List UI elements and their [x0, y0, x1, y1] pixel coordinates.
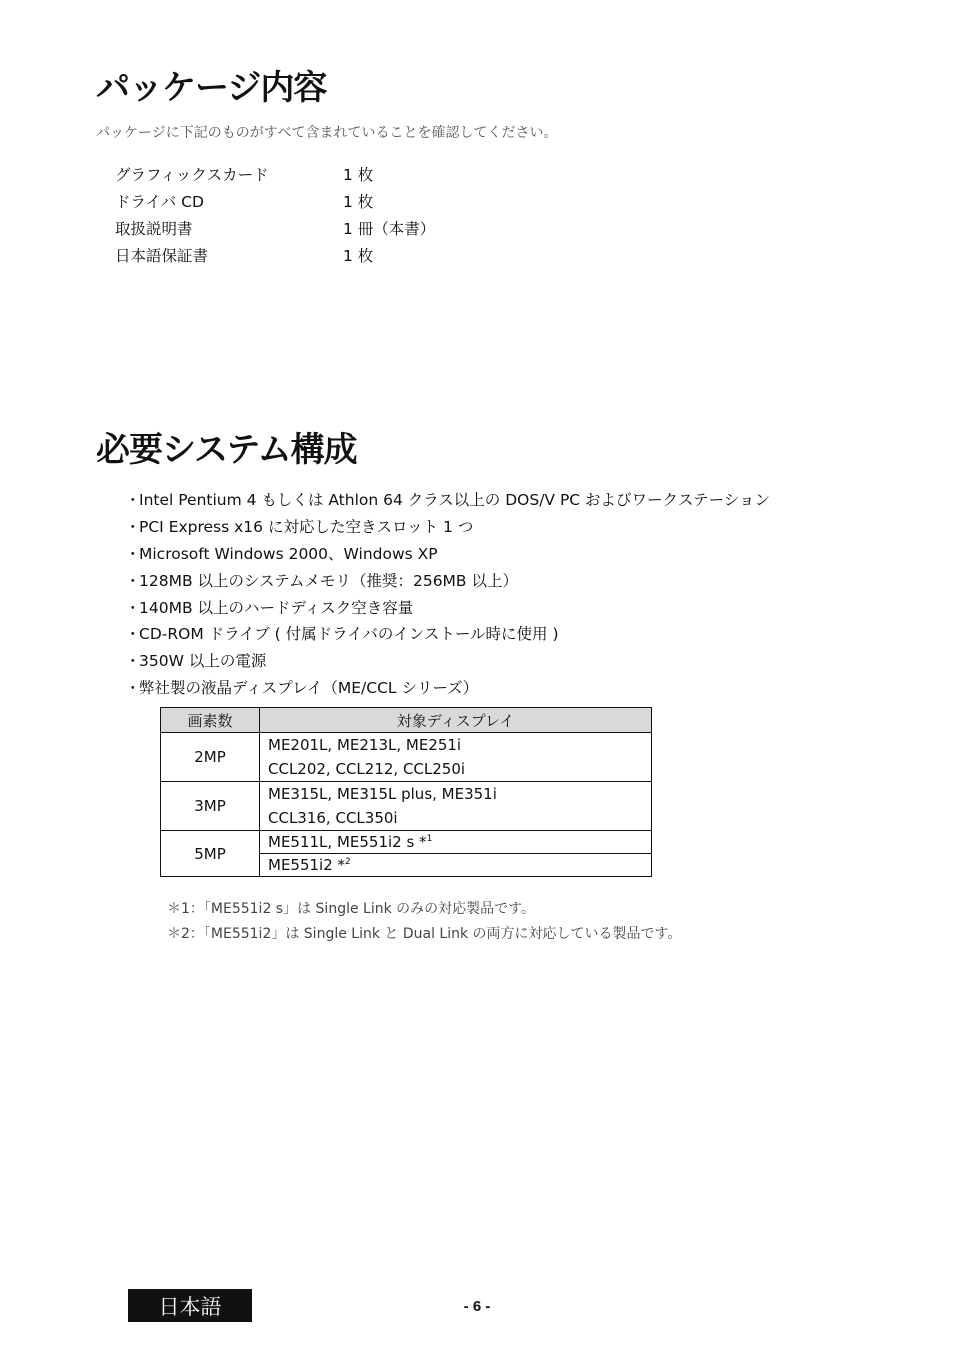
- package-item-qty: 1 冊（本書）: [343, 219, 436, 238]
- requirement-item: ・ Intel Pentium 4 もしくは Athlon 64 クラス以上の DOS/V PC およびワークステーション: [127, 486, 770, 513]
- requirement-item: ・ 140MB 以上のハードディスク空き容量: [127, 593, 770, 620]
- requirement-item: ・ Microsoft Windows 2000、Windows XP: [127, 540, 770, 567]
- footnote: ＊2：「ME551i2」は Single Link と Dual Link の両方に対応している製品です。: [167, 925, 682, 942]
- package-item-qty: 1 枚: [343, 192, 374, 211]
- footnote-mark: 1: [426, 834, 433, 844]
- requirement-item: ・ 350W 以上の電源: [127, 647, 770, 674]
- table-header-displays: 対象ディスプレイ: [260, 708, 652, 733]
- table-row: [161, 733, 652, 758]
- supported-displays-table: [160, 707, 652, 877]
- pixel-count-cell: 5MP: [161, 831, 260, 877]
- pixel-count-cell: 2MP: [161, 733, 260, 782]
- table-row: [161, 831, 652, 854]
- package-contents-title: パッケージ内容: [96, 68, 327, 108]
- model-text: ME551i2 *: [268, 856, 346, 874]
- footnote-mark: 2: [345, 857, 351, 867]
- model-cell: ME315L, ME315L plus, ME351i: [260, 782, 652, 807]
- model-cell: CCL316, CCL350i: [260, 806, 652, 831]
- model-cell: [260, 831, 652, 854]
- model-cell: [260, 854, 652, 877]
- model-cell: CCL202, CCL212, CCL250i: [260, 757, 652, 782]
- table-row: [161, 782, 652, 807]
- system-requirements-title: 必要システム構成: [96, 430, 357, 470]
- package-item: [115, 241, 515, 268]
- footnote: ＊1：「ME551i2 s」は Single Link のみの対応製品です。: [167, 900, 536, 917]
- requirement-item: ・ 128MB 以上のシステムメモリ（推奨：256MB 以上）: [127, 566, 770, 593]
- package-item-name: 取扱説明書: [115, 219, 193, 238]
- system-requirements-list: [127, 486, 770, 700]
- package-item-qty: 1 枚: [343, 246, 374, 265]
- pixel-count-cell: 3MP: [161, 782, 260, 831]
- package-item-name: ドライバ CD: [115, 192, 204, 211]
- language-tab: 日本語: [128, 1289, 252, 1322]
- package-item-name: グラフィックスカード: [115, 165, 269, 184]
- package-contents-list: [115, 160, 515, 268]
- package-intro-text: パッケージに下記のものがすべて含まれていることを確認してください。: [96, 125, 558, 141]
- package-item: [115, 160, 515, 187]
- package-item: [115, 187, 515, 214]
- model-cell: ME201L, ME213L, ME251i: [260, 733, 652, 758]
- model-text: ME511L, ME551i2 s *: [268, 833, 427, 851]
- package-item-name: 日本語保証書: [115, 246, 209, 265]
- package-item: [115, 214, 515, 241]
- requirement-item: ・ CD-ROM ドライブ ( 付属ドライバのインストール時に使用 ): [127, 620, 770, 647]
- requirement-item: ・ 弊社製の液晶ディスプレイ（ME/CCL シリーズ）: [127, 674, 770, 701]
- table-header-pixels: 画素数: [161, 708, 260, 733]
- page-number: - 6 -: [463, 1298, 491, 1315]
- table-header-row: [161, 708, 652, 733]
- table-footnotes: [167, 895, 681, 945]
- package-item-qty: 1 枚: [343, 165, 374, 184]
- requirement-item: ・ PCI Express x16 に対応した空きスロット 1 つ: [127, 513, 770, 540]
